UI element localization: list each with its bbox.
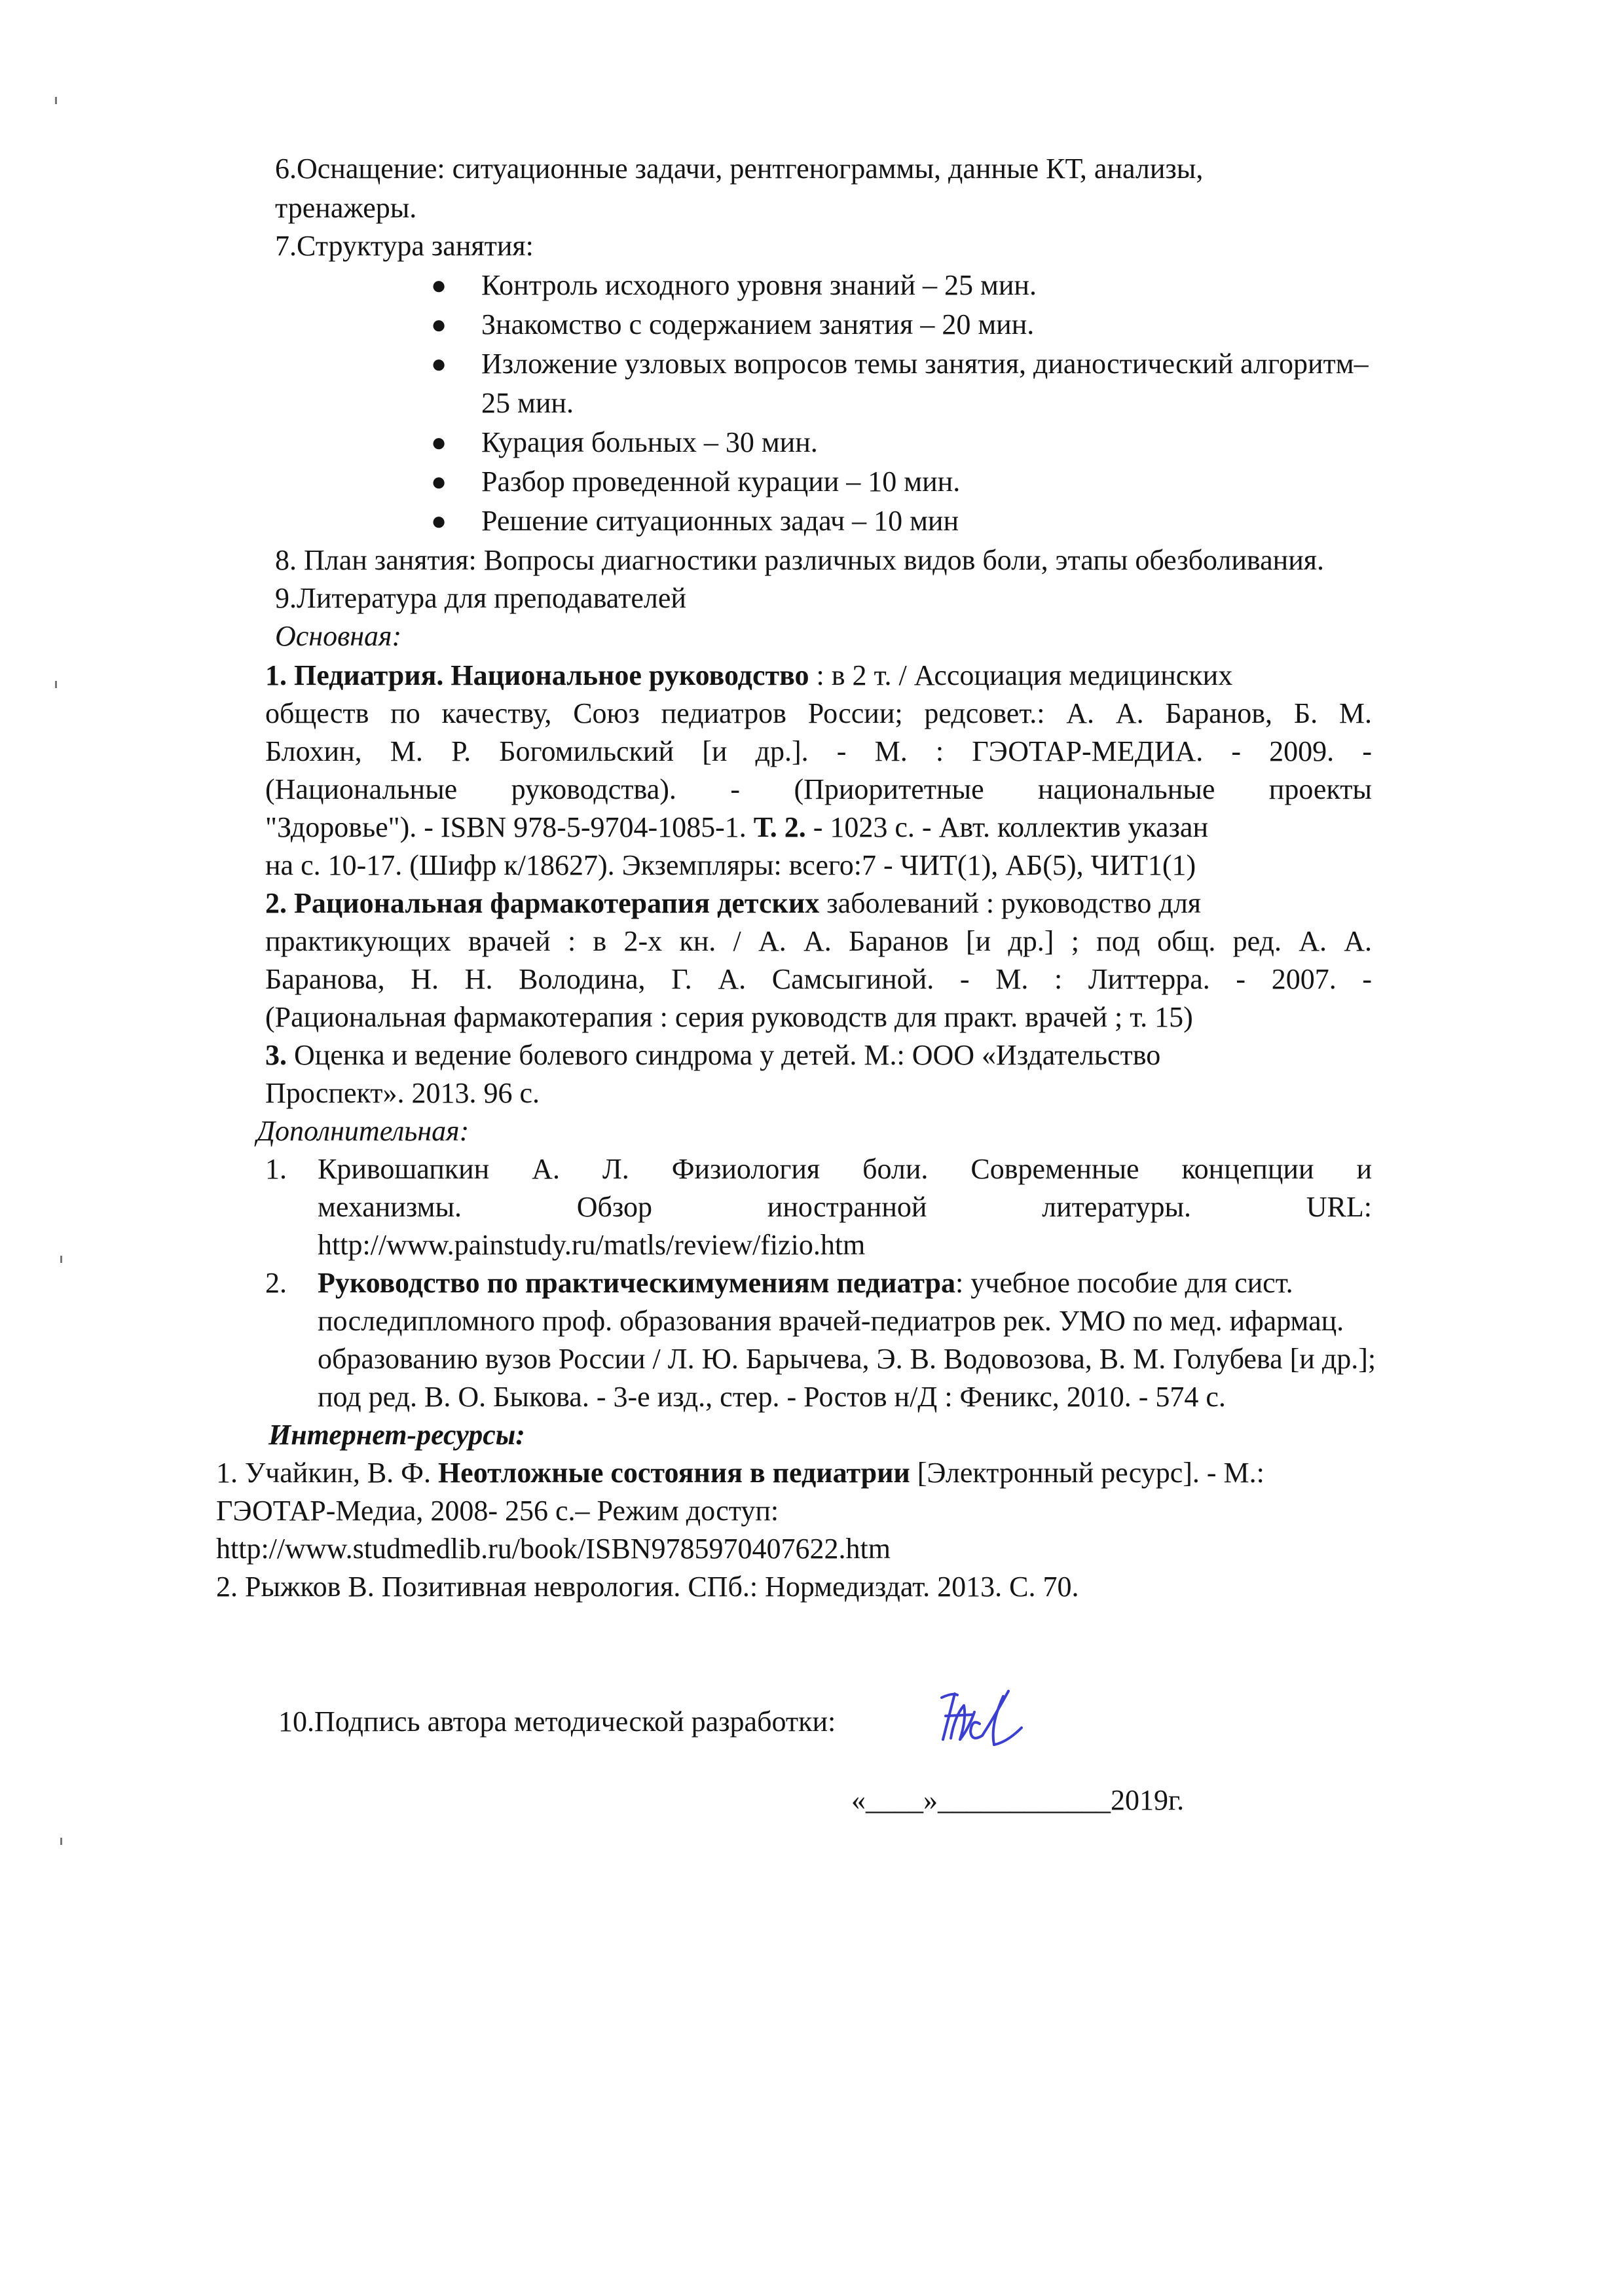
- main-ref-1-text: : в 2 т. / Ассоциация медицинских: [809, 659, 1233, 691]
- main-ref-1-line-1: [265, 659, 1372, 693]
- scan-mark: [55, 97, 57, 104]
- equipment-line-2: тренажеры.: [275, 192, 417, 224]
- extra-ref-2-text: : учебное пособие для сист.: [955, 1267, 1293, 1299]
- main-ref-1-volume: Т. 2.: [753, 811, 806, 843]
- internet-ref-1-title: Неотложные состояния в педиатрии: [437, 1457, 910, 1489]
- main-ref-3-text: Оценка и ведение болевого синдрома у детей. М.: ООО «Издательство: [287, 1039, 1161, 1071]
- internet-ref-1-url: http://www.studmedlib.ru/book/ISBN9785970407622.htm: [216, 1533, 891, 1565]
- extra-ref-1-number: 1.: [265, 1153, 287, 1185]
- extra-ref-2-line-2: последипломного проф. образования врачей-педиатров рек. УМО по мед. ифармац.: [318, 1305, 1344, 1337]
- internet-resources-label: Интернет-ресурсы:: [268, 1419, 525, 1451]
- internet-ref-1-author: 1. Учайкин, В. Ф.: [216, 1457, 438, 1489]
- structure-item: Изложение узловых вопросов темы занятия, дианостический алгоритм–: [481, 348, 1369, 380]
- disc-bullet-icon: ●: [431, 467, 447, 496]
- main-ref-1-isbn: "Здоровье"). - ISBN 978-5-9704-1085-1.: [265, 811, 754, 843]
- main-ref-1-line-5: [265, 811, 1208, 845]
- main-ref-2-line-4: (Рациональная фармакотерапия : серия руководств для практ. врачей ; т. 15): [265, 1001, 1193, 1033]
- main-ref-1-line-2: обществ по качеству, Союз педиатров России; редсовет.: А. А. Баранов, Б. М.: [265, 697, 1372, 729]
- structure-item: Курация больных – 30 мин.: [481, 426, 818, 458]
- structure-heading: 7.Структура занятия:: [275, 230, 534, 262]
- main-ref-2-line-3: Баранова, Н. Н. Володина, Г. А. Самсыгиной. - М. : Литтерра. - 2007. -: [265, 963, 1372, 995]
- scan-mark: [60, 1256, 62, 1263]
- extra-ref-2-line-4: под ред. В. О. Быкова. - 3-е изд., стер. - Ростов н/Д : Феникс, 2010. - 574 с.: [318, 1381, 1226, 1413]
- literature-heading: 9.Литература для преподавателей: [275, 582, 686, 614]
- scan-mark: [60, 1838, 62, 1845]
- disc-bullet-icon: ●: [431, 270, 447, 300]
- extra-ref-2-line-1: [318, 1266, 1293, 1300]
- internet-ref-1-line-2: ГЭОТАР-Медиа, 2008- 256 с.– Режим доступ:: [216, 1495, 779, 1527]
- extra-ref-1-line-2: механизмы. Обзор иностранной литературы. URL:: [318, 1191, 1372, 1223]
- lesson-plan: 8. План занятия: Вопросы диагностики различных видов боли, этапы обезболивания.: [275, 544, 1324, 576]
- structure-item-continuation: 25 мин.: [481, 387, 574, 419]
- extra-ref-2-title: Руководство по практическимумениям педиатра: [318, 1267, 955, 1299]
- internet-ref-2: 2. Рыжков В. Позитивная неврология. СПб.: Нормедиздат. 2013. С. 70.: [216, 1571, 1079, 1603]
- disc-bullet-icon: ●: [431, 428, 447, 457]
- handwritten-signature: [917, 1679, 1048, 1758]
- extra-ref-2-line-3: образованию вузов России / Л. Ю. Барычева, Э. В. Водовозова, В. М. Голубева [и др.];: [318, 1343, 1376, 1375]
- disc-bullet-icon: ●: [431, 349, 447, 378]
- scan-mark: [55, 681, 57, 688]
- main-ref-1-line-6: на с. 10-17. (Шифр к/18627). Экземпляры: всего:7 - ЧИТ(1), АБ(5), ЧИТ1(1): [265, 849, 1196, 881]
- main-literature-label: Основная:: [275, 620, 402, 652]
- main-ref-2-title: 2. Рациональная фармакотерапия детских: [265, 887, 820, 919]
- main-ref-1-line-4: (Национальные руководства). - (Приоритетные национальные проекты: [265, 773, 1372, 805]
- main-ref-3-line-1: [265, 1038, 1160, 1072]
- main-ref-1-line-3: Блохин, М. Р. Богомильский [и др.]. - М. : ГЭОТАР-МЕДИА. - 2009. -: [265, 735, 1372, 767]
- structure-item: Решение ситуационных задач – 10 мин: [481, 505, 959, 537]
- extra-ref-2-number: 2.: [265, 1267, 287, 1299]
- main-ref-2-line-1: [265, 886, 1201, 920]
- main-ref-2-text: заболеваний : руководство для: [819, 887, 1202, 919]
- main-ref-1-pages: - 1023 с. - Авт. коллектив указан: [805, 811, 1209, 843]
- equipment-line-1: 6.Оснащение: ситуационные задачи, рентгенограммы, данные КТ, анализы,: [275, 153, 1204, 185]
- main-ref-3-line-2: Проспект». 2013. 96 с.: [265, 1077, 540, 1109]
- internet-ref-1-text: [Электронный ресурс]. - М.:: [910, 1457, 1264, 1489]
- internet-ref-1-line-1: [216, 1456, 1264, 1490]
- signature-label: 10.Подпись автора методической разработки:: [278, 1705, 836, 1738]
- signature-date: «____»____________2019г.: [851, 1784, 1185, 1816]
- main-ref-1-title: 1. Педиатрия. Национальное руководство: [265, 659, 809, 691]
- disc-bullet-icon: ●: [431, 310, 447, 339]
- structure-item: Знакомство с содержанием занятия – 20 мин.: [481, 308, 1035, 340]
- structure-item: Контроль исходного уровня знаний – 25 мин.: [481, 269, 1037, 301]
- extra-ref-1-line-1: Кривошапкин А. Л. Физиология боли. Современные концепции и: [318, 1153, 1372, 1185]
- extra-literature-label: Дополнительная:: [257, 1115, 470, 1147]
- main-ref-2-line-2: практикующих врачей : в 2-х кн. / А. А. Баранов [и др.] ; под общ. ред. А. А.: [265, 925, 1372, 957]
- disc-bullet-icon: ●: [431, 506, 447, 536]
- main-ref-3-number: 3.: [265, 1039, 287, 1071]
- extra-ref-1-url: http://www.painstudy.ru/matls/review/fizio.htm: [318, 1229, 866, 1261]
- structure-item: Разбор проведенной курации – 10 мин.: [481, 465, 961, 498]
